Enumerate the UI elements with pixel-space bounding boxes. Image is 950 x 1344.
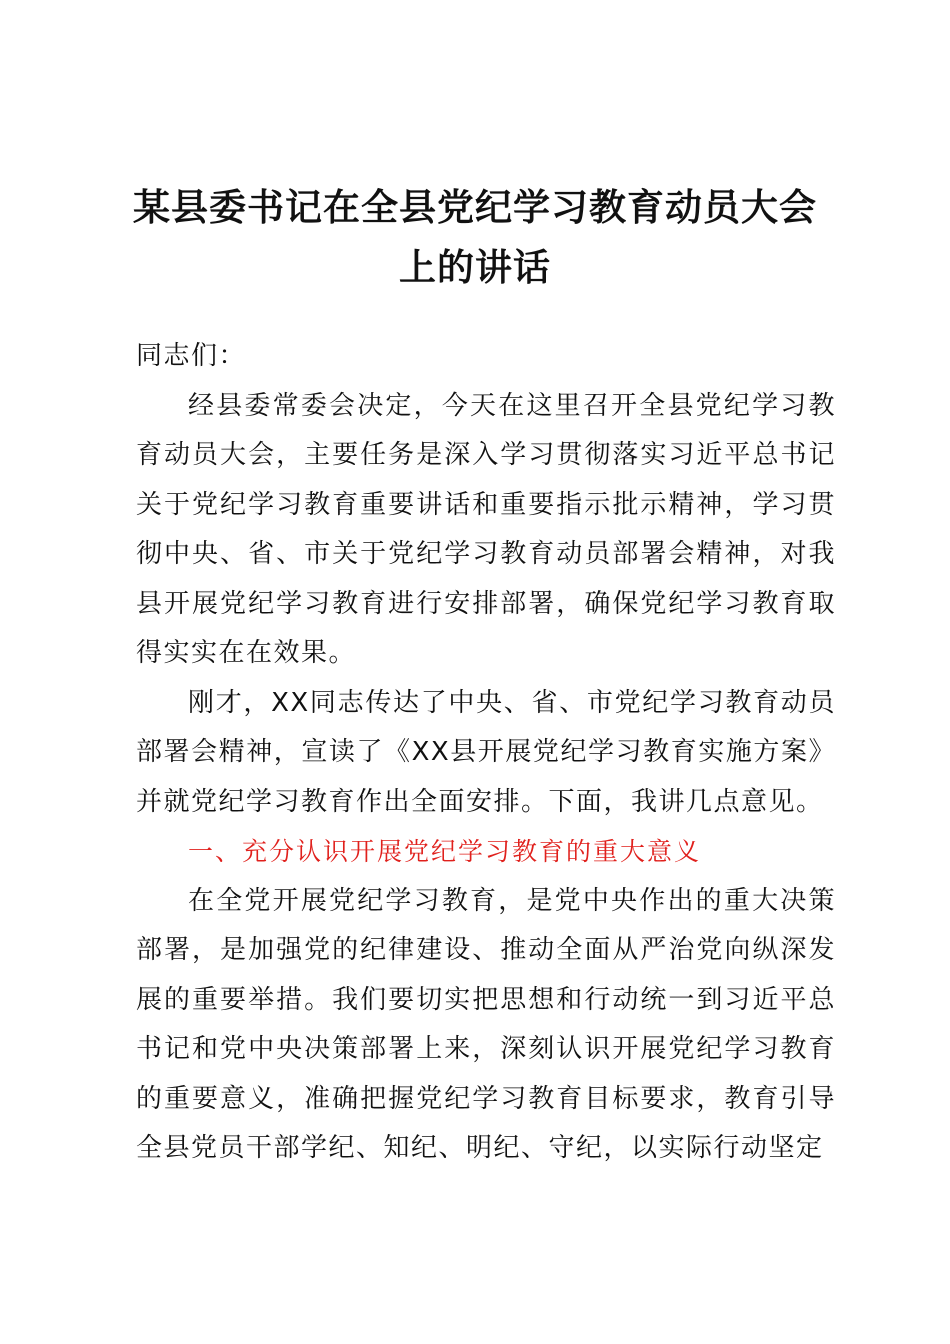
salutation: 同志们： <box>136 341 247 371</box>
section-heading: 一、充分认识开展党纪学习教育的重大意义 <box>188 837 702 866</box>
paragraph: 经县委常委会决定，今天在这里召开全县党纪学习教育动员大会，主要任务是深入学习贯彻落实习近平总书记关于党纪学习教育重要讲话和重要指示批示精神，学习贯彻中央、省、市关于党纪学习教育动员部署会精神，对我县开展党纪学习教育进行安排部署，确保党纪学习教育取得实实在在效果。 <box>136 390 836 668</box>
paragraph: 刚才，XX同志传达了中央、省、市党纪学习教育动员部署会精神，宣读了《XX县开展党纪学习教育实施方案》并就党纪学习教育作出全面安排。下面，我讲几点意见。 <box>136 687 836 817</box>
document-body <box>136 332 836 1174</box>
document-title: 某县委书记在全县党纪学习教育动员大会上的讲话 <box>133 186 817 289</box>
paragraph: 在全党开展党纪学习教育，是党中央作出的重大决策部署，是加强党的纪律建设、推动全面从严治党向纵深发展的重要举措。我们要切实把思想和行动统一到习近平总书记和党中央决策部署上来，深刻认识开展党纪学习教育的重要意义，准确把握党纪学习教育目标要求，教育引导全县党员干部学纪、知纪、明纪、守纪，以实际行动坚定 <box>136 885 836 1163</box>
